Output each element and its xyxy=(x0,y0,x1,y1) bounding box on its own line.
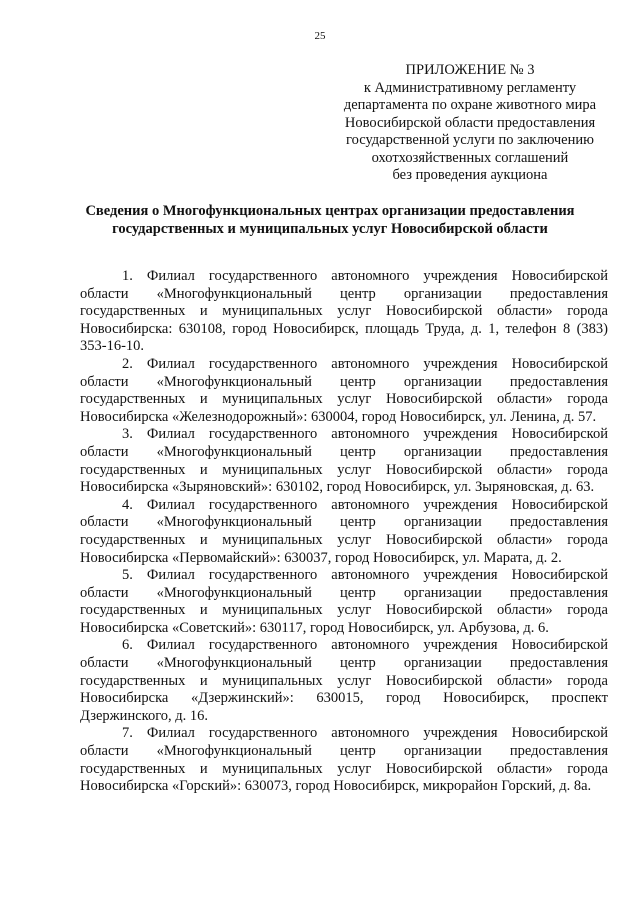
appendix-line: охотхозяйственных соглашений xyxy=(371,149,569,166)
list-item: 6. Филиал государственного автономного учреждения Новосибирской области «Многофункциональный центр организации предоставления государственных и муниципальных услуг Новосибирской области» города Новосибирска «Дзержинский»: 630015, город Новосибирск, проспект Дзержинского, д. 16. xyxy=(80,637,608,724)
list-item: 2. Филиал государственного автономного учреждения Новосибирской области «Многофункциональный центр организации предоставления государственных и муниципальных услуг Новосибирской области» города Новосибирска «Железнодорожный»: 630004, город Новосибирск, ул. Ленина, д. 57. xyxy=(80,355,608,425)
title-line: государственных и муниципальных услуг Новосибирской области xyxy=(112,220,548,237)
appendix-title: ПРИЛОЖЕНИЕ № 3 xyxy=(405,62,535,78)
page-number: 25 xyxy=(314,30,326,42)
document-title xyxy=(60,203,600,238)
list-item: 5. Филиал государственного автономного учреждения Новосибирской области «Многофункциональный центр организации предоставления государственных и муниципальных услуг Новосибирской области» города Новосибирска «Советский»: 630117, город Новосибирск, ул. Арбузова, д. 6. xyxy=(80,567,608,636)
list-item: 4. Филиал государственного автономного учреждения Новосибирской области «Многофункциональный центр организации предоставления государственных и муниципальных услуг Новосибирской области» города Новосибирска «Первомайский»: 630037, город Новосибирск, ул. Марата, д. 2. xyxy=(80,496,608,566)
list-item: 7. Филиал государственного автономного учреждения Новосибирской области «Многофункциональный центр организации предоставления государственных и муниципальных услуг Новосибирской области» города Новосибирска «Горский»: 630073, город Новосибирск, микрорайон Горский, д. 8а. xyxy=(80,725,608,795)
branch-list xyxy=(80,268,608,796)
title-line: Сведения о Многофункциональных центрах организации предоставления xyxy=(85,203,575,219)
appendix-header xyxy=(320,62,620,185)
appendix-line: департамента по охране животного мира xyxy=(343,97,597,113)
appendix-line: к Административному регламенту xyxy=(363,79,577,96)
list-item: 3. Филиал государственного автономного учреждения Новосибирской области «Многофункциональный центр организации предоставления государственных и муниципальных услуг Новосибирской области» города Новосибирска «Зыряновский»: 630102, город Новосибирск, ул. Зыряновская, д. 63. xyxy=(80,426,608,496)
appendix-line: государственной услуги по заключению xyxy=(346,132,594,148)
appendix-line: Новосибирской области предоставления xyxy=(344,114,596,131)
appendix-line: без проведения аукциона xyxy=(392,167,548,183)
list-item: 1. Филиал государственного автономного учреждения Новосибирской области «Многофункциональный центр организации предоставления государственных и муниципальных услуг Новосибирской области» города Новосибирска: 630108, город Новосибирск, площадь Труда, д. 1, телефон 8 (383) 353-16-10. xyxy=(80,268,608,355)
